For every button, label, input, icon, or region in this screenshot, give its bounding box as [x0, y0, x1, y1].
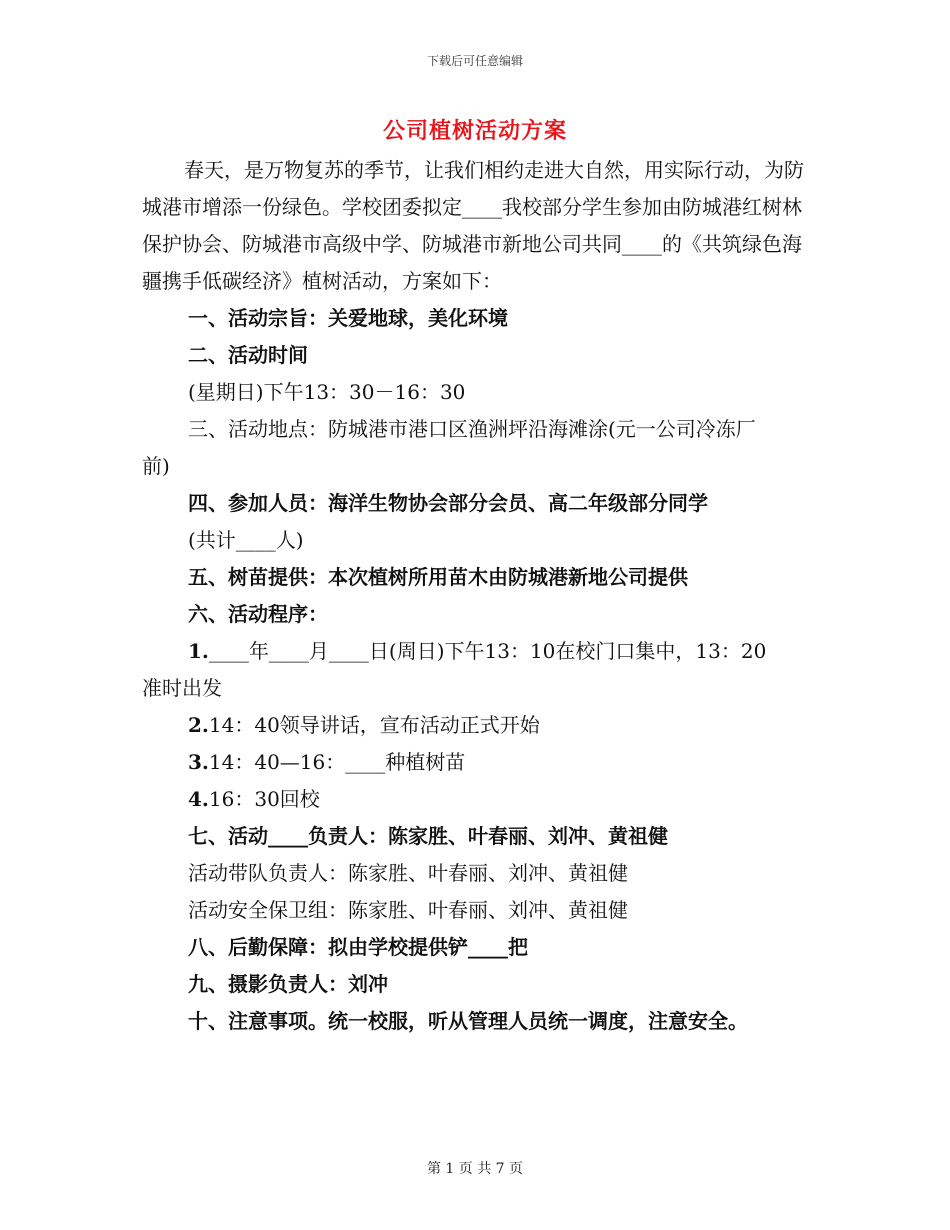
section-1-purpose: 一、活动宗旨：关爱地球，美化环境 [188, 306, 508, 330]
section-10-notes: 十、注意事项。统一校服，听从管理人员统一调度，注意安全。 [188, 1009, 748, 1033]
section-6-procedure: 六、活动程序： [188, 602, 328, 626]
procedure-step-3 [142, 744, 808, 781]
step-text: 16：30回校 [208, 787, 320, 811]
step-number: 1. [188, 639, 209, 663]
section-9-photography: 九、摄影负责人：刘冲 [188, 972, 388, 996]
section-7-responsible: 七、活动____负责人：陈家胜、叶春丽、刘冲、黄祖健 [188, 824, 668, 848]
procedure-step-1 [142, 633, 808, 670]
step-text: 14：40领导讲话，宣布活动正式开始 [208, 713, 540, 737]
step-text: ____年____月____日(周日)下午13：10在校门口集中，13：20 [208, 639, 767, 663]
procedure-step-2 [142, 707, 808, 744]
section-3-location: 三、活动地点：防城港市港口区渔洲坪沿海滩涂(元一公司冷冻厂 [188, 417, 756, 441]
page-header: 下载后可任意编辑 [426, 54, 523, 68]
section-2-time: 二、活动时间 [188, 343, 308, 367]
section-7-team-leaders: 活动带队负责人：陈家胜、叶春丽、刘冲、黄祖健 [188, 861, 628, 885]
section-4-participants: 四、参加人员：海洋生物协会部分会员、高二年级部分同学 [188, 491, 708, 515]
section-7-safety-group: 活动安全保卫组：陈家胜、叶春丽、刘冲、黄祖健 [188, 898, 628, 922]
procedure-step-1-cont: 准时出发 [142, 676, 222, 700]
step-number: 4. [188, 787, 209, 811]
section-5-saplings: 五、树苗提供：本次植树所用苗木由防城港新地公司提供 [188, 565, 688, 589]
document-title: 公司植树活动方案 [382, 118, 567, 144]
page-footer: 第 1 页 共 7 页 [426, 1161, 524, 1177]
step-text: 14：40—16：____种植树苗 [208, 750, 466, 774]
section-4-detail: (共计____人) [188, 528, 304, 552]
document-body [142, 152, 808, 1040]
section-3-location-cont: 前) [142, 454, 170, 478]
step-number: 3. [188, 750, 209, 774]
section-2-detail: (星期日)下午13：30－16：30 [188, 380, 466, 404]
procedure-step-4 [142, 781, 808, 818]
section-8-logistics: 八、后勤保障：拟由学校提供铲____把 [188, 935, 528, 959]
intro-paragraph: 春天，是万物复苏的季节，让我们相约走进大自然，用实际行动，为防城港市增添一份绿色。学校团委拟定____我校部分学生参加由防城港红树林保护协会、防城港市高级中学、防城港市新地公司共同____的《共筑绿色海疆携手低碳经济》植树活动，方案如下： [142, 158, 804, 293]
step-number: 2. [188, 713, 209, 737]
